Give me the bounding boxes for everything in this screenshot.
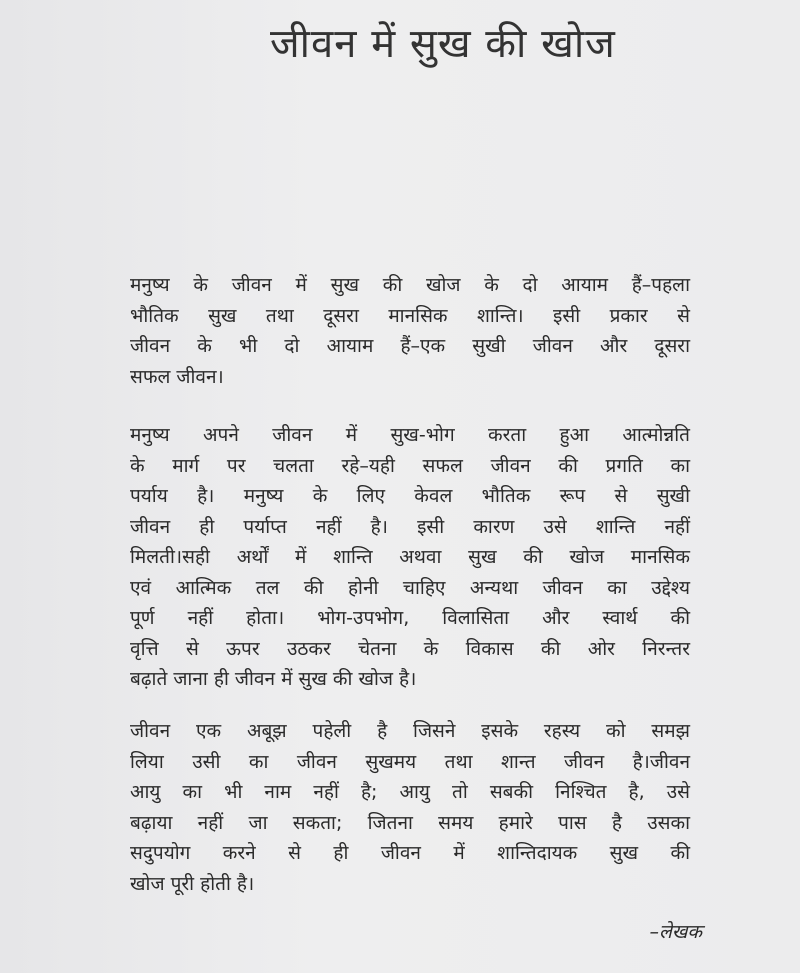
text-line: सदुपयोग करने से ही जीवन में शान्तिदायक सुख की	[130, 842, 690, 864]
text-line: जीवन एक अबूझ पहेली है जिसने इसके रहस्य को समझ	[130, 720, 690, 742]
text-line: जीवन के भी दो आयाम हैं–एक सुखी जीवन और दूसरा	[130, 335, 690, 357]
paragraph-1	[130, 270, 690, 392]
paragraph-3	[130, 716, 690, 899]
text-line: पर्याय है। मनुष्य के लिए केवल भौतिक रूप से सुखी	[130, 485, 690, 507]
text-line: एवं आत्मिक तल की होनी चाहिए अन्यथा जीवन का उद्देश्य	[130, 576, 690, 599]
text-line: के मार्ग पर चलता रहे–यही सफल जीवन की प्रगति का	[130, 454, 690, 477]
text-line: सफल जीवन।	[130, 365, 224, 388]
text-line: खोज पूरी होती है।	[130, 872, 255, 895]
text-line: जीवन ही पर्याप्त नहीं है। इसी कारण उसे शान्ति नहीं	[130, 515, 690, 538]
text-line: लिया उसी का जीवन सुखमय तथा शान्त जीवन है।जीवन	[130, 750, 690, 773]
text-line: आयु का भी नाम नहीं है; आयु तो सबकी निश्चित है, उसे	[130, 781, 690, 803]
text-line: बढ़ाते जाना ही जीवन में सुख की खोज है।	[130, 668, 417, 690]
author-signature: –लेखक	[649, 921, 702, 943]
paragraph-2	[130, 420, 690, 695]
text-line: बढ़ाया नहीं जा सकता; जितना समय हमारे पास है उसका	[130, 811, 690, 834]
page-title: जीवन में सुख की खोज	[270, 21, 616, 67]
text-line: मनुष्य अपने जीवन में सुख-भोग करता हुआ आत्मोन्नति	[130, 424, 690, 446]
text-line: मनुष्य के जीवन में सुख की खोज के दो आयाम हैं–पहला	[130, 274, 690, 296]
text-line: पूर्ण नहीं होता। भोग-उपभोग, विलासिता और स्वार्थ की	[130, 607, 690, 629]
text-line: मिलती।सही अर्थों में शान्ति अथवा सुख की खोज मानसिक	[130, 546, 690, 568]
text-line: वृत्ति से ऊपर उठकर चेतना के विकास की ओर निरन्तर	[130, 637, 690, 660]
text-line: भौतिक सुख तथा दूसरा मानसिक शान्ति। इसी प्रकार से	[130, 304, 690, 327]
